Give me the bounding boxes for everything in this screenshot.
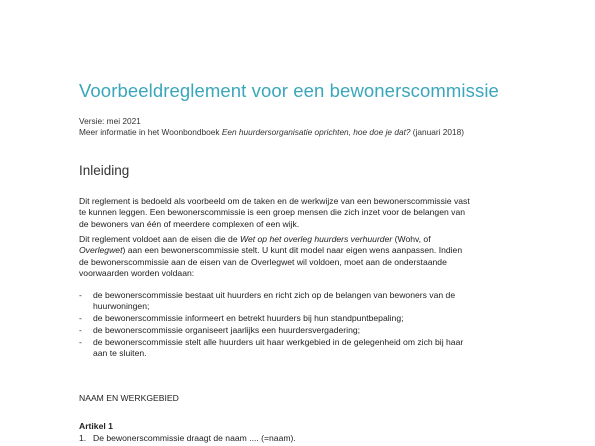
numbered-item [79,433,296,443]
version-line: Versie: mei 2021 [79,116,141,126]
bullet-dash: - [79,290,82,300]
text-span: Dit reglement voldoet aan de eisen die de [79,234,240,244]
bullet-text: de bewonerscommissie bestaat uit huurders en richt zich op de belangen van bewoners van de [93,290,456,300]
info-line [79,127,464,137]
bullet-dash: - [79,325,82,335]
document-title: Voorbeeldreglement voor een bewonerscommissie [79,80,499,101]
bullet-text-cont: huurwoningen; [93,301,150,312]
article-heading: Artikel 1 [79,421,113,431]
intro-line: voorwaarden worden voldaan: [79,268,195,279]
text-span: ) aan een bewonerscommissie stelt. U kunt dit model naar eigen wens aanpassen. Indien [122,245,463,256]
bullet-dash: - [79,313,82,323]
bullet-dash: - [79,337,82,347]
intro-paragraph-2 [79,234,519,280]
intro-line: te kunnen leggen. Een bewonerscommissie is een groep mensen die zich inzet voor de belangen van [79,207,466,218]
item-number: 1. [79,433,87,443]
info-suffix: (januari 2018) [410,127,465,137]
info-prefix: Meer informatie in het Woonbondboek [79,127,222,137]
intro-paragraph-1 [79,196,519,230]
bullet-text: de bewonerscommissie informeert en betrekt huurders bij hun standpuntbepaling; [93,313,404,323]
section-heading-naam: NAAM EN WERKGEBIED [79,393,179,403]
law-name: Wet op het overleg huurders verhuurder [240,234,393,244]
bullet-text: de bewonerscommissie stelt alle huurders uit haar werkgebied in de gelegenheid om zich bij haar [93,337,464,347]
text-span: (Wohv, of [392,234,431,244]
intro-line [79,234,519,245]
law-short-name: Overlegwet [79,245,123,256]
intro-line: de bewoners van één of meerdere complexen of een wijk. [79,218,300,229]
bullet-text-cont: aan te sluiten. [93,348,147,359]
bullet-text: de bewonerscommissie organiseert jaarlijks een huurdersvergadering; [93,325,361,335]
intro-line: de bewonerscommissie aan de eisen van de Overlegwet wil voldoen, moet aan de onderstaande [79,256,447,267]
intro-line: Dit reglement is bedoeld als voorbeeld om de taken en de werkwijze van een bewonerscommissie vast [79,196,470,206]
intro-line [79,245,519,256]
item-text: De bewonerscommissie draagt de naam .... (=naam). [93,433,296,443]
book-title: Een huurdersorganisatie oprichten, hoe doe je dat? [221,127,411,137]
section-heading-inleiding: Inleiding [79,163,130,178]
